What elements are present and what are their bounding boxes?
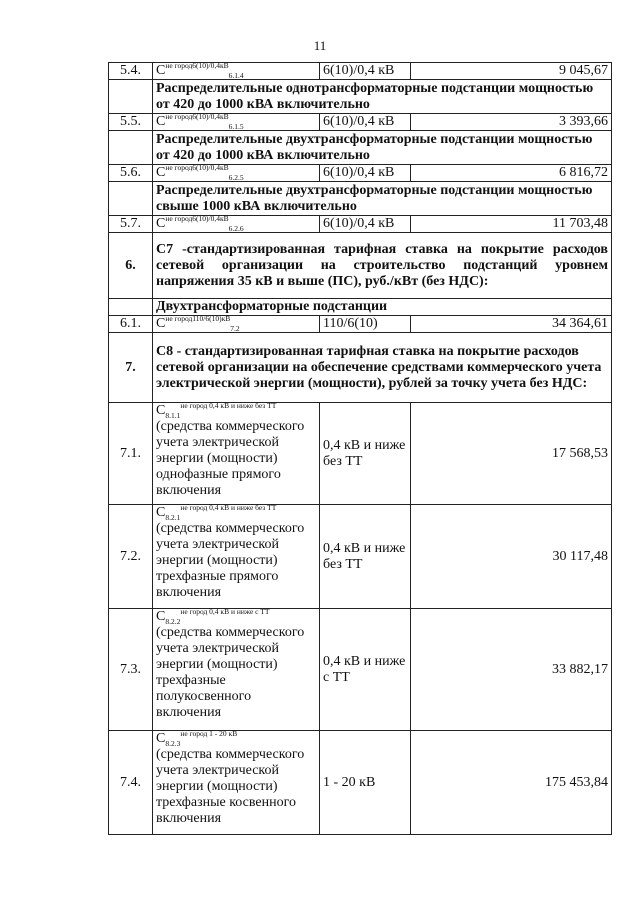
- section-subheader: [109, 299, 612, 316]
- row-number: 5.4.: [109, 63, 153, 80]
- section-subheader: [109, 131, 612, 165]
- subheader-text: Распределительные однотрансформаторные подстанции мощностью от 420 до 1000 кВА включительно: [153, 80, 612, 114]
- table-row: [109, 63, 612, 80]
- table-row: [109, 114, 612, 131]
- price-cell: 175 453,84: [411, 731, 612, 835]
- page-number: 11: [313, 38, 327, 53]
- table-row: [109, 165, 612, 182]
- table-row: [109, 731, 612, 835]
- row-number: 6.1.: [109, 316, 153, 333]
- row-number: 7.3.: [109, 609, 153, 731]
- rate-symbol: $С^{не город110/6(10)кВ}_{7.2}$: [153, 316, 320, 333]
- row-number: 7.4.: [109, 731, 153, 835]
- meter-description: $С_{8.2.3}^{не город 1 - 20 кВ}$ (средства коммерческого учета электрической энергии (мощности) трехфазные косвенного включения: [153, 731, 320, 835]
- voltage-cell: 0,4 кВ и ниже без ТТ: [320, 505, 411, 609]
- rate-symbol: $С^{не город6(10)/0,4кВ}_{6.1.5}$: [153, 114, 320, 131]
- meter-description: $С_{8.2.1}^{не город 0,4 кВ и ниже без ТТ}$ (средства коммерческого учета электрической энергии (мощности) трехфазные прямого включения: [153, 505, 320, 609]
- subheader-text: Двухтрансформаторные подстанции: [153, 299, 612, 316]
- row-number: 5.7.: [109, 216, 153, 233]
- table-row: [109, 609, 612, 731]
- voltage-cell: 6(10)/0,4 кВ: [320, 165, 411, 182]
- price-cell: 34 364,61: [411, 316, 612, 333]
- section-row: [109, 233, 612, 299]
- voltage-cell: 6(10)/0,4 кВ: [320, 114, 411, 131]
- row-number: 7.1.: [109, 403, 153, 505]
- voltage-cell: 1 - 20 кВ: [320, 731, 411, 835]
- row-number: 5.6.: [109, 165, 153, 182]
- voltage-cell: 0,4 кВ и ниже с ТТ: [320, 609, 411, 731]
- section-row: [109, 333, 612, 403]
- section-number: 7.: [109, 333, 153, 403]
- price-cell: 17 568,53: [411, 403, 612, 505]
- row-number: 7.2.: [109, 505, 153, 609]
- voltage-cell: 0,4 кВ и ниже без ТТ: [320, 403, 411, 505]
- table-row: [109, 216, 612, 233]
- tariff-table: [108, 62, 612, 835]
- price-cell: 9 045,67: [411, 63, 612, 80]
- price-cell: 6 816,72: [411, 165, 612, 182]
- section-text: С8 - стандартизированная тарифная ставка на покрытие расходов сетевой организации на обеспечение средствами коммерческого учета электрической энергии (мощности), рублей за точку учета без НДС:: [153, 333, 612, 403]
- price-cell: 30 117,48: [411, 505, 612, 609]
- voltage-cell: 6(10)/0,4 кВ: [320, 216, 411, 233]
- meter-description: $С_{8.1.1}^{не город 0,4 кВ и ниже без ТТ}$ (средства коммерческого учета электрической энергии (мощности) однофазные прямого включения: [153, 403, 320, 505]
- meter-description: $С_{8.2.2}^{не город 0,4 кВ и ниже с ТТ}$ (средства коммерческого учета электрической энергии (мощности) трехфазные полукосвенного включения: [153, 609, 320, 731]
- table-row: [109, 403, 612, 505]
- voltage-cell: 110/6(10): [320, 316, 411, 333]
- subheader-text: Распределительные двухтрансформаторные подстанции мощностью от 420 до 1000 кВА включительно: [153, 131, 612, 165]
- section-text: С7 -стандартизированная тарифная ставка на покрытие расходов сетевой организации на строительство подстанций уровнем напряжения 35 кВ и выше (ПС), руб./кВт (без НДС):: [153, 233, 612, 299]
- rate-symbol: $С^{не город6(10)/0,4кВ}_{6.1.4}$: [153, 63, 320, 80]
- price-cell: 33 882,17: [411, 609, 612, 731]
- voltage-cell: 6(10)/0,4 кВ: [320, 63, 411, 80]
- price-cell: 3 393,66: [411, 114, 612, 131]
- price-cell: 11 703,48: [411, 216, 612, 233]
- row-number: 5.5.: [109, 114, 153, 131]
- rate-symbol: $С^{не город6(10)/0,4кВ}_{6.2.5}$: [153, 165, 320, 182]
- subheader-text: Распределительные двухтрансформаторные подстанции мощностью свыше 1000 кВА включительно: [153, 182, 612, 216]
- table-row: [109, 316, 612, 333]
- section-subheader: [109, 182, 612, 216]
- section-subheader: [109, 80, 612, 114]
- rate-symbol: $С^{не город6(10)/0,4кВ}_{6.2.6}$: [153, 216, 320, 233]
- table-row: [109, 505, 612, 609]
- section-number: 6.: [109, 233, 153, 299]
